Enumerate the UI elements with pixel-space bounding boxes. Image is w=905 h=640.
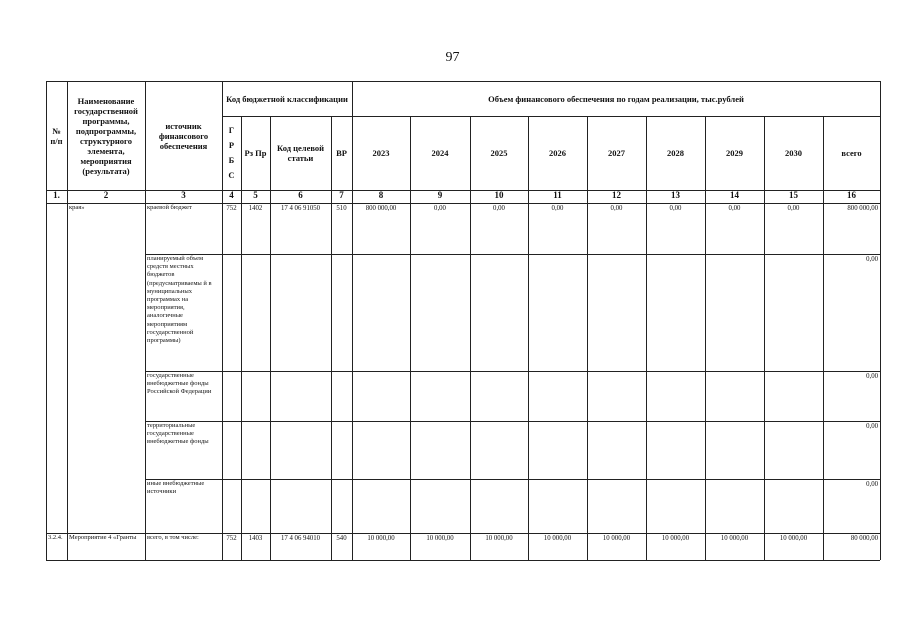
column-number: 2 <box>103 190 109 200</box>
row-source: государственные внебюджетные фонды Российской Федерации <box>147 372 212 396</box>
row-value: 10 000,00 <box>367 535 395 542</box>
header-year: 2026 <box>549 148 566 158</box>
table-vline <box>823 116 824 560</box>
row-rzpr: 1403 <box>248 535 263 542</box>
table-vline <box>587 116 588 560</box>
table-hline <box>46 560 880 561</box>
table-vline <box>352 81 353 560</box>
row-value: 10 000,00 <box>720 535 749 542</box>
table-hline <box>46 203 880 204</box>
row-name: края» <box>69 204 85 211</box>
table-vline <box>646 116 647 560</box>
table-vline <box>705 116 706 560</box>
row-source: всего, в том числе: <box>147 534 199 541</box>
page-number: 97 <box>445 50 460 65</box>
header-name: Наименование государственной программы, подпрограммы, структурного элемента, мероприятия (результата) <box>74 95 138 176</box>
row-source: территориальные государственные внебюджетные фонды <box>147 422 209 446</box>
row-source: иные внебюджетные источники <box>147 480 205 496</box>
row-value: 0,00 <box>551 205 564 212</box>
header-year: всего <box>841 148 862 158</box>
column-number: 1. <box>53 190 60 200</box>
table-vline <box>46 81 47 560</box>
row-value: 0,00 <box>493 205 505 212</box>
row-value: 0,00 <box>866 481 878 488</box>
column-number: 15 <box>789 190 798 200</box>
row-grbs: 752 <box>226 535 237 542</box>
row-value: 80 000,00 <box>850 535 878 542</box>
column-number: 16 <box>847 190 856 200</box>
row-vr: 510 <box>336 205 347 212</box>
table-hline <box>222 116 880 117</box>
column-number: 13 <box>671 190 680 200</box>
column-number: 14 <box>730 190 739 200</box>
table-vline <box>880 81 881 560</box>
table-vline <box>764 116 765 560</box>
header-year: 2028 <box>667 148 684 158</box>
row-value: 0,00 <box>610 205 623 212</box>
table-hline <box>145 421 880 422</box>
table-vline <box>528 116 529 560</box>
table-vline <box>145 81 146 560</box>
column-number: 8 <box>378 190 384 200</box>
row-value: 0,00 <box>669 205 682 212</box>
column-number: 5 <box>253 190 258 200</box>
row-value: 0,00 <box>434 205 446 212</box>
header-rzpr: Рз Пр <box>244 148 267 158</box>
header-num: № п/п <box>50 125 63 146</box>
header-year: 2025 <box>490 148 508 158</box>
row-value: 10 000,00 <box>426 535 454 542</box>
header-year: 2023 <box>372 148 390 158</box>
header-source: источник финансового обеспечения <box>158 120 209 151</box>
column-number: 3 <box>181 190 186 200</box>
column-number: 10 <box>494 190 504 200</box>
row-value: 0,00 <box>728 205 741 212</box>
row-value: 800 000,00 <box>365 205 397 212</box>
header-year: 2024 <box>431 148 449 158</box>
table-vline <box>470 116 471 560</box>
row-kcs: 17 4 06 91050 <box>280 205 321 212</box>
column-number: 4 <box>229 190 234 200</box>
table-vline <box>222 81 223 560</box>
row-value: 0,00 <box>866 423 878 430</box>
table-vline <box>331 116 332 560</box>
header-year: 2027 <box>608 148 625 158</box>
table-vline <box>270 116 271 560</box>
table-vline <box>410 116 411 560</box>
row-value: 10 000,00 <box>602 535 631 542</box>
row-grbs: 752 <box>226 205 237 212</box>
table-hline <box>145 254 880 255</box>
row-source: планируемый объем средств местных бюджетов (предусматриваемы й в муниципальных программах на мероприятия, аналогичные мероприятиям государственной программы) <box>147 255 212 345</box>
row-value: 800 000,00 <box>847 205 878 212</box>
header-vr: ВР <box>336 148 347 158</box>
row-value: 0,00 <box>866 373 878 380</box>
row-source: краевой бюджет <box>147 204 192 211</box>
header-volume: Объем финансового обеспечения по годам реализации, тыс.рублей <box>488 93 744 104</box>
column-number: 12 <box>612 190 621 200</box>
table-vline <box>241 116 242 560</box>
row-value: 10 000,00 <box>543 535 572 542</box>
table-hline <box>46 81 880 82</box>
row-number: 3.2.4. <box>48 534 63 541</box>
row-value: 10 000,00 <box>779 535 808 542</box>
column-number: 7 <box>339 190 344 200</box>
row-name: Мероприятие 4 «Гранты <box>69 534 137 541</box>
table-hline <box>145 479 880 480</box>
row-rzpr: 1402 <box>248 205 263 212</box>
row-value: 10 000,00 <box>485 535 513 542</box>
header-grbs: Г Р Б С <box>228 125 235 180</box>
header-year: 2029 <box>726 148 743 158</box>
header-kcs: Код целевой статьи <box>276 143 325 163</box>
table-hline <box>46 533 880 534</box>
column-number: 6 <box>298 190 303 200</box>
row-vr: 540 <box>336 535 347 542</box>
table-hline <box>145 371 880 372</box>
row-value: 0,00 <box>787 205 800 212</box>
table-hline <box>46 190 880 191</box>
row-kcs: 17 4 06 94010 <box>280 535 321 542</box>
header-year: 2030 <box>785 148 802 158</box>
column-number: 9 <box>437 190 443 200</box>
row-value: 0,00 <box>866 256 878 263</box>
row-value: 10 000,00 <box>661 535 690 542</box>
header-budget-code: Код бюджетной классификации <box>226 93 348 104</box>
column-number: 11 <box>553 190 562 200</box>
table-vline <box>67 81 68 560</box>
